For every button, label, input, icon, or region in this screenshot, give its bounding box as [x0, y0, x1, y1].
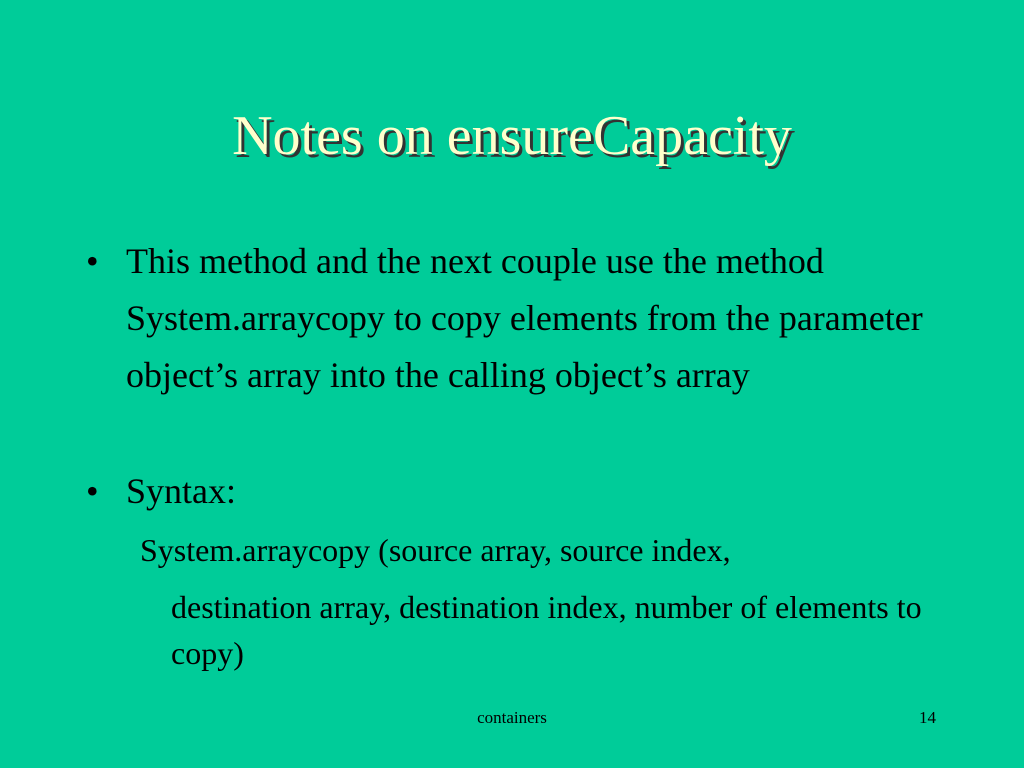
bullet-marker: •: [86, 241, 99, 281]
bullet-item: [86, 233, 946, 404]
footer-label: containers: [477, 708, 547, 727]
bullet-text: Syntax:: [126, 471, 237, 511]
bullet-item: [86, 463, 946, 520]
page-number: 14: [919, 708, 936, 727]
syntax-continuation: destination array, destination index, number of elements to copy): [171, 589, 922, 671]
bullet-text: This method and the next couple use the method System.arraycopy to copy elements from the parameter object’s array into the calling object’s array: [126, 241, 923, 395]
syntax-line: System.arraycopy (source array, source index,: [140, 532, 731, 568]
slide-title: Notes on ensureCapacity: [232, 105, 792, 167]
bullet-marker: •: [86, 471, 99, 511]
